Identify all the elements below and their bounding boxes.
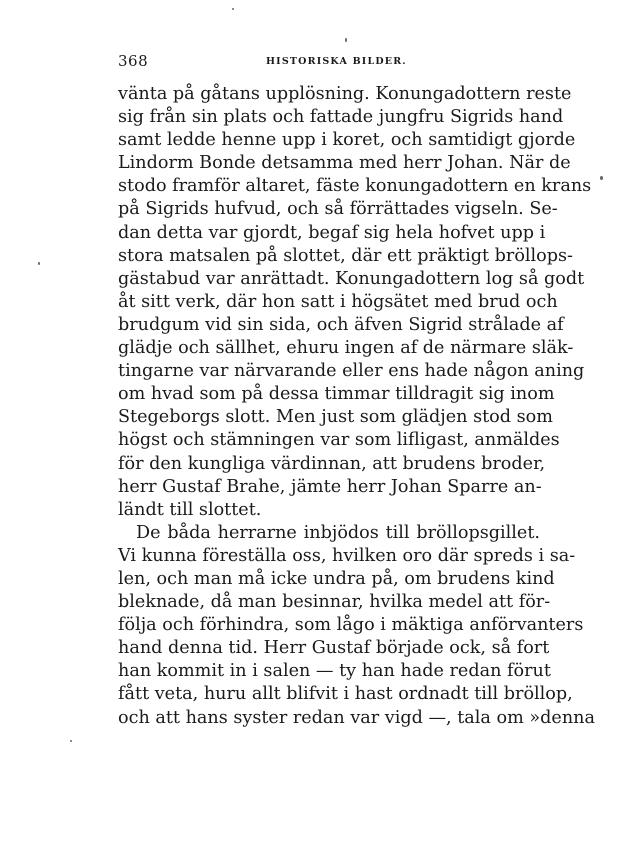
text-line: glädje och sällhet, ehuru ingen af de närmare släk-	[118, 338, 574, 359]
text-line: om hvad som på dessa timmar tilldragit sig inom	[118, 384, 555, 405]
scan-speck	[70, 740, 72, 742]
text-line: och att hans syster redan var vigd —, tala om »denna	[118, 707, 595, 728]
text-line: för den kungliga värdinnan, att brudens broder,	[118, 453, 546, 474]
text-line: fått veta, huru allt blifvit i hast ordnadt till bröllop,	[118, 684, 573, 705]
text-line: brudgum vid sin sida, och äfven Sigrid strålade af	[118, 314, 564, 335]
text-line: dan detta var gjordt, begaf sig hela hofvet upp i	[118, 222, 546, 243]
text-line: De båda herrarne inbjödos till bröllopsgillet.	[136, 522, 540, 543]
body-text	[118, 83, 595, 730]
text-line: Lindorm Bonde detsamma med herr Johan. När de	[118, 153, 571, 174]
text-line: på Sigrids hufvud, och så förrättades vigseln. Se-	[118, 199, 558, 220]
text-line: ländt till slottet.	[118, 499, 262, 520]
running-head: HISTORISKA BILDER.	[266, 56, 407, 67]
text-line: Stegeborgs slott. Men just som glädjen stod som	[118, 407, 553, 428]
page-header	[118, 52, 538, 72]
text-line: åt sitt verk, där hon satt i högsätet med brud och	[118, 291, 558, 312]
text-line: följa och förhindra, som lågo i mäktiga anförvanters	[118, 615, 584, 636]
text-line: herr Gustaf Brahe, jämte herr Johan Sparre an-	[118, 476, 542, 497]
text-line: han kommit in i salen — ty han hade redan förut	[118, 661, 551, 682]
text-line: stodo framför altaret, fäste konungadottern en krans	[118, 176, 592, 197]
text-line: stora matsalen på slottet, där ett präktigt bröllops-	[118, 245, 573, 266]
scan-speck	[38, 262, 40, 265]
text-line: Vi kunna föreställa oss, hvilken oro där spreds i sa-	[118, 545, 576, 566]
text-line: samt ledde henne upp i koret, och samtidigt gjorde	[118, 130, 576, 151]
text-line: gästabud var anrättadt. Konungadottern log så godt	[118, 268, 585, 289]
text-line: bleknade, då man besinnar, hvilka medel att för-	[118, 592, 551, 613]
text-line: len, och man må icke undra på, om brudens kind	[118, 568, 555, 589]
text-line: vänta på gåtans upplösning. Konungadottern reste	[118, 84, 572, 104]
scan-speck	[600, 176, 603, 180]
scan-speck	[345, 38, 347, 42]
text-line: högst och stämningen var som lifligast, anmäldes	[118, 430, 560, 451]
text-line: sig från sin plats och fattade jungfru Sigrids hand	[118, 107, 564, 128]
scan-speck	[232, 8, 234, 10]
page-number: 368	[118, 52, 149, 70]
text-line: tingarne var närvarande eller ens hade någon aning	[118, 361, 585, 382]
text-line: hand denna tid. Herr Gustaf började ock, så fort	[118, 638, 550, 659]
